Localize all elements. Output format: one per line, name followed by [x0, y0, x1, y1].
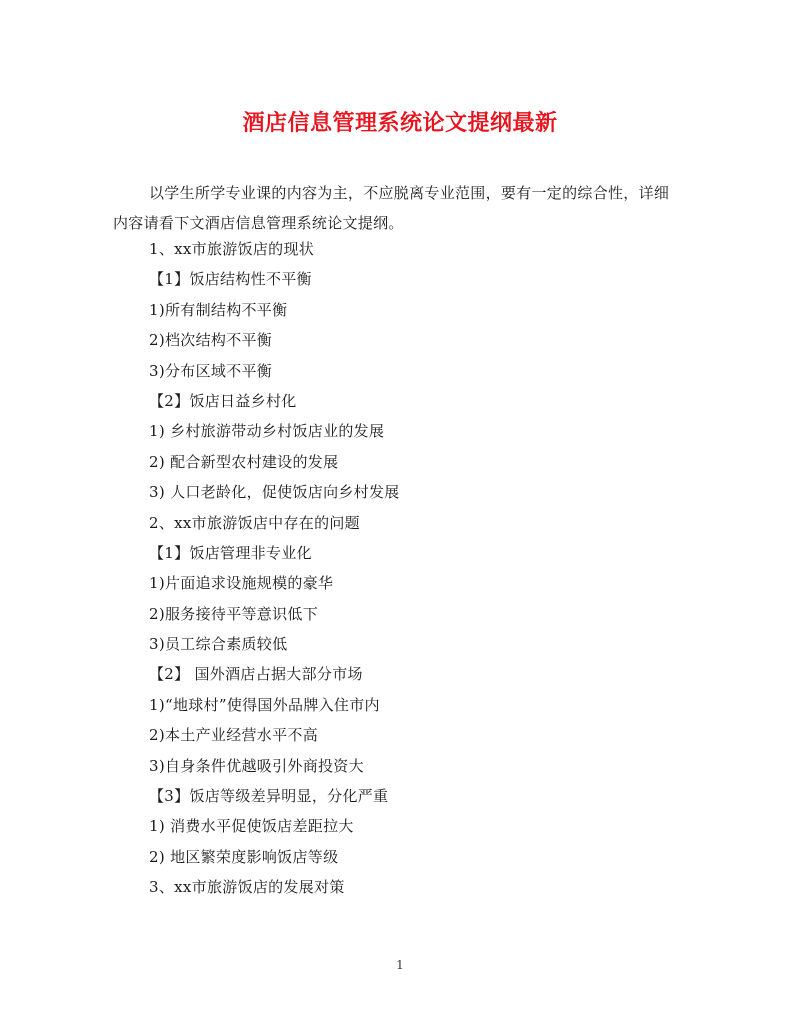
outline-line: 1) 乡村旅游带动乡村饭店业的发展 [149, 422, 385, 441]
outline-line: 2)本土产业经营水平不高 [149, 726, 318, 745]
outline-line: 2、xx市旅游饭店中存在的问题 [149, 513, 360, 532]
outline-list [0, 234, 800, 903]
outline-line: 2) 配合新型农村建设的发展 [149, 452, 339, 471]
outline-line: 1、xx市旅游饭店的现状 [149, 240, 315, 258]
document-title: 酒店信息管理系统论文提纲最新 [242, 110, 558, 136]
outline-line: 2) 地区繁荣度影响饭店等级 [149, 847, 339, 866]
outline-line: 2)服务接待平等意识低下 [149, 604, 318, 623]
outline-line: 1)片面追求设施规模的豪华 [149, 574, 334, 593]
outline-line: 3)分布区域不平衡 [149, 361, 273, 380]
outline-line: 【1】饭店管理非专业化 [149, 543, 312, 562]
outline-line: 3、xx市旅游饭店的发展对策 [149, 878, 345, 897]
intro-paragraph: 以学生所学专业课的内容为主，不应脱离专业范围，要有一定的综合性，详细内容请看下文酒店信息管理系统论文提纲。 [113, 184, 670, 232]
outline-line: 1)所有制结构不平衡 [149, 300, 288, 319]
outline-line: 3) 人口老龄化，促使饭店向乡村发展 [149, 483, 400, 502]
outline-line: 3)自身条件优越吸引外商投资大 [149, 756, 364, 775]
outline-line: 1)“地球村”使得国外品牌入住市内 [149, 695, 380, 714]
page-number: 1 [396, 958, 404, 972]
outline-line: 【1】饭店结构性不平衡 [149, 270, 312, 289]
outline-line: 【3】饭店等级差异明显，分化严重 [149, 787, 389, 806]
outline-line: 1) 消费水平促使饭店差距拉大 [149, 817, 354, 836]
outline-line: 3)员工综合素质较低 [149, 635, 288, 654]
outline-line: 2)档次结构不平衡 [149, 331, 273, 350]
outline-line: 【2】饭店日益乡村化 [149, 391, 297, 410]
outline-line: 【2】 国外酒店占据大部分市场 [149, 665, 363, 684]
